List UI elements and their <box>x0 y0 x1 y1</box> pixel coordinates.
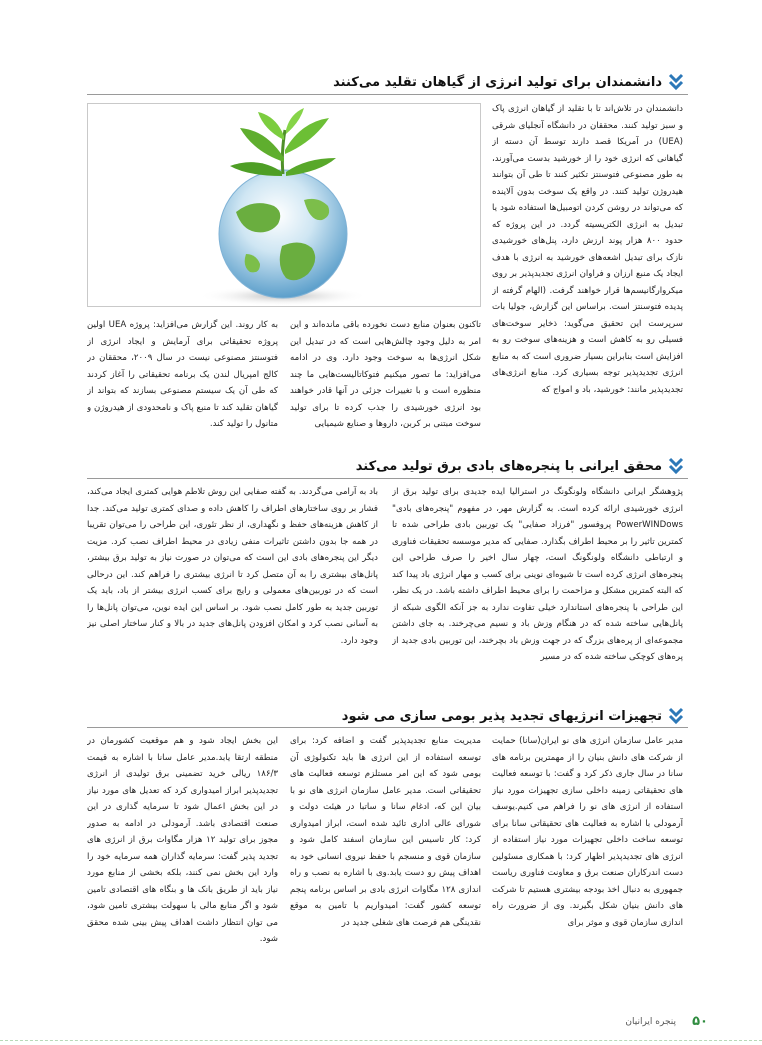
section-rule-3 <box>87 727 688 728</box>
article-2-column-2 <box>87 484 378 672</box>
section-title-3: تجهیزات انرژیهای تجدید پذیر بومی سازی می شود <box>341 708 662 724</box>
article-3-column-3 <box>87 733 278 987</box>
page-number: ۵۰ <box>692 1014 708 1029</box>
section-title-1: دانشمندان برای تولید انرژی از گیاهان تقلید می‌کنند <box>333 74 662 90</box>
article-1-column-3 <box>87 317 278 439</box>
article-1-column-1 <box>492 101 683 439</box>
chevron-double-down-icon <box>668 457 684 475</box>
chevron-double-down-icon <box>668 73 684 91</box>
article-2-text-2: باد به آرامی می‌گردند. به گفته صفایی این روش تلاطم هوایی کمتری ایجاد می‌کند، فشار بر روی ساختارهای اطراف را کاهش داده و صدای کمتری تولید می‌کند. جدا از کاهش هزینه‌های حفظ و نگهداری، از نظر تئوری، این طراحی را می‌توان تقریبا در همه جا بدون داشتن تاثیرات منفی زیادی در محیط اطراف نصب کرد. مزیت دیگر این پنجره‌های بادی این است که می‌توان در صورت نیاز به تولید برق بیشتر، پانل‌های بیشتری را به آن متصل کرد تا انرژی بیشتری را فراهم کند. این درحالی است که در توربین‌های معمولی و رایج برای کسب انرژی بیشتر از باد، باید یک توربین جدید به طور کامل نصب شود. بر اساس این ایده نوین، می‌توان پانل‌ها را به آسانی نصب کرد و امکان افزودن پانل‌های جدید در بالا و کنار ساختار اصلی نیز وجود دارد. <box>87 487 378 646</box>
article-2-column-1 <box>392 484 683 672</box>
chevron-double-down-icon <box>668 707 684 725</box>
magazine-name: پنجره ایرانیان <box>625 1017 676 1027</box>
article-3-text-1: مدیر عامل سازمان انرژی های نو ایران(سانا) حمایت از شرکت های دانش بنیان را از مهمترین برنامه های سانا در سال جاری ذکر کرد و گفت: با توسعه فعالیت های تحقیقاتی زمینه داخلی سازی تجهیزات مورد نیاز استفاده از انرژی های نو را فراهم می کنیم.یوسف آرمودلی با اشاره به فعالیت های تحقیقاتی سانا برای توسعه ساخت داخلی تجهیزات مورد نیاز استفاده از انرژی های تجدیدپذیر اظهار کرد: با همکاری مسئولین دست اندرکاران صنعت برق و معاونت فناوری ریاست جمهوری به دنبال اخذ بودجه بیشتری هستیم تا شرکت های دانش بنیان شکل بگیرند. وی از ضرورت راه اندازی سازمان قوی و موثر برای <box>492 736 683 928</box>
article-3-column-1 <box>492 733 683 987</box>
section-header-3 <box>342 704 684 728</box>
article-1-column-2 <box>290 317 481 439</box>
section-rule-2 <box>87 478 688 479</box>
article-1-text-3: به کار روند. این گزارش می‌افزاید: پروژه UEA اولین پروژه تحقیقاتی برای آرمایش و ایجاد انرژی از فتوسنتز مصنوعی نیست در سال ۲۰۰۹، محققان در کالج امپریال لندن یک برنامه تحقیقاتی را آغاز کردند که طی آن یک سیستم مصنوعی بسازند که بتواند از گیاهان تقلید کند تا منبع پاک و نامحدودی از هیدروژن و متانول را تولید کند. <box>87 320 278 429</box>
section-title-2: محقق ایرانی با پنجره‌های بادی برق تولید می‌کند <box>355 458 662 474</box>
article-1-text-2: تاکنون بعنوان منابع دست نخورده باقی مانده‌اند و این امر به دلیل وجود چالش‌هایی است که در تبدیل این شکل انرژی‌ها به سوخت وجود دارد. وی در ادامه می‌افزاید: ما تصور میکنیم فتوکاتالیست‌هایی ما چند منظوره است و با تغییرات جزئی در آنها قادر خواهند بود انرژی خورشیدی را جذب کرده تا برای تولید سوخت مبتنی بر کربن، داروها و صنایع شیمیایی <box>290 320 481 429</box>
footer-divider <box>0 1040 762 1042</box>
article-3-text-2: مدیریت منابع تجدیدپذیر گفت و اضافه کرد: برای توسعه استفاده از این انرژی ها باید تکنولوژی آن بومی شود که این امر مستلزم توسعه فعالیت های تحقیقاتی است. مدیر عامل سازمان انرژی های نو با بیان این که، ادغام سانا و ساتبا در هیئت دولت و شورای عالی اداری تائید شده است، ابراز امیدواری کرد: کار تاسیس این سازمان اسفند کامل شود و سازمان قوی و منسجم با حفظ نیروی انسانی خود به اهداف پیش رو دست یابد.وی با اشاره به نصب و راه اندازی ۱۲۸ مگاوات انرژی بادی بر اساس برنامه پنجم توسعه کشور گفت: امیدواریم با تامین به موقع نقدینگی هم فرصت های شغلی جدید در <box>290 736 481 928</box>
article-3-text-3: این بخش ایجاد شود و هم موقعیت کشورمان در منطقه ارتقا یابد.مدیر عامل سانا با اشاره به قیمت ۱۸۶/۳ ریالی خرید تضمینی برق تولیدی از انرژی تجدیدپذیر ابراز امیدواری کرد که تعدیل های مورد نیاز در این بخش اعمال شود تا سرمایه گذاری در این صنعت اقتصادی باشد. آرمودلی در ادامه به صدور مجوز برای تولید ۱۲ هزار مگاوات برق از انرژی های تجدید پذیر گفت: سرمایه گذاران همه سرمایه خود را وارد این بخش نمی کنند، بلکه بخشی از منابع مورد نیاز باید از طریق بانک ها و بنگاه های اقتصادی تامین شود و اگر منابع مالی با سهولت بیشتری تامین شود، می توان انتظار داشت اهداف پیش بینی شده محقق شود. <box>87 736 278 944</box>
section-rule-1 <box>87 94 688 95</box>
article-1-text-1: دانشمندان در تلاش‌اند تا با تقلید از گیاهان انرژی پاک و سبز تولید کنند. محققان در دانشگاه آنجلیای شرقی (UEA) در آمریکا قصد دارند توسط آن دسته از گیاهانی که انرژی خود را از خورشید بدست می‌آورند، به طور مصنوعی فتوسنتز تکثیر کنند تا طی آن بتوانند هیدروژن تولید کنند. در واقع یک سوخت بدون آلاینده که می‌تواند در روشن کردن اتومبیل‌ها استفاده شود یا تبدیل به انرژی الکتریسیته گردد. در این پروژه که حدود ۸۰۰ هزار پوند ارزش دارد، پنل‌های خورشیدی نازک برای تبدیل اشعه‌های خورشید به انرژی با هدف ایجاد یک منبع ارزان و فراوان انرژی تجدیدپذیر بر روی میکروارگانیسم‌ها قرار خواهند گرفت. (الهام گرفته از پدیده فتوسنتز است. براساس این گزارش، جولیا بات سرپرست این تحقیق می‌گوید: ذخایر سوخت‌های فسیلی رو به کاهش است و هزینه‌های سوخت رو به افزایش است بنابراین بسیار ضروری است که به منابع انرژی تجدیدپذیر توجه بسیاری کرد. منابع انرژی‌های تجدیدپذیر مانند: خورشید، باد و امواج که <box>492 104 683 395</box>
section-header-2 <box>356 454 684 478</box>
earth-plant-image <box>87 103 481 307</box>
article-2-text-1: پژوهشگر ایرانی دانشگاه ولونگونگ در استرالیا ایده جدیدی برای تولید برق از انرژی خورشیدی ارائه کرده است. به گزارش مهر، در مفهوم "پنجره‌های بادی" PowerWINDows پروفسور "فرزاد صفایی" یک توربین بادی طراحی شده تا کمترین تاثیر را بر محیط اطراف بگذارد. صفایی که مدیر موسسه تحقیقات فناوری و ارتباطی دانشگاه ولونگونگ است، چهار سال اخیر را صرف طراحی این پنجره‌های انرژی کرده است تا شیوه‌ای نوینی برای کسب و مهار انرژی باد پیدا کند که البته کمترین مشکل و مزاحمت را برای محیط اطراف داشته باشد. در یک نظر، این طراحی با پنجره‌های استاندارد خیلی تفاوت ندارد به جز آنکه الگوی شبکه از پانل‌هایی ساخته شده که در هنگام وزش باد و نسیم می‌چرخند. به جای داشتن مجموعه‌ای از پره‌های بزرگ که در جهت وزش باد بچرخند، این توربین بادی جدید از پره‌های کوچکی ساخته شده که در مسیر <box>392 487 683 662</box>
article-3-column-2 <box>290 733 481 987</box>
section-header-1 <box>333 70 684 94</box>
